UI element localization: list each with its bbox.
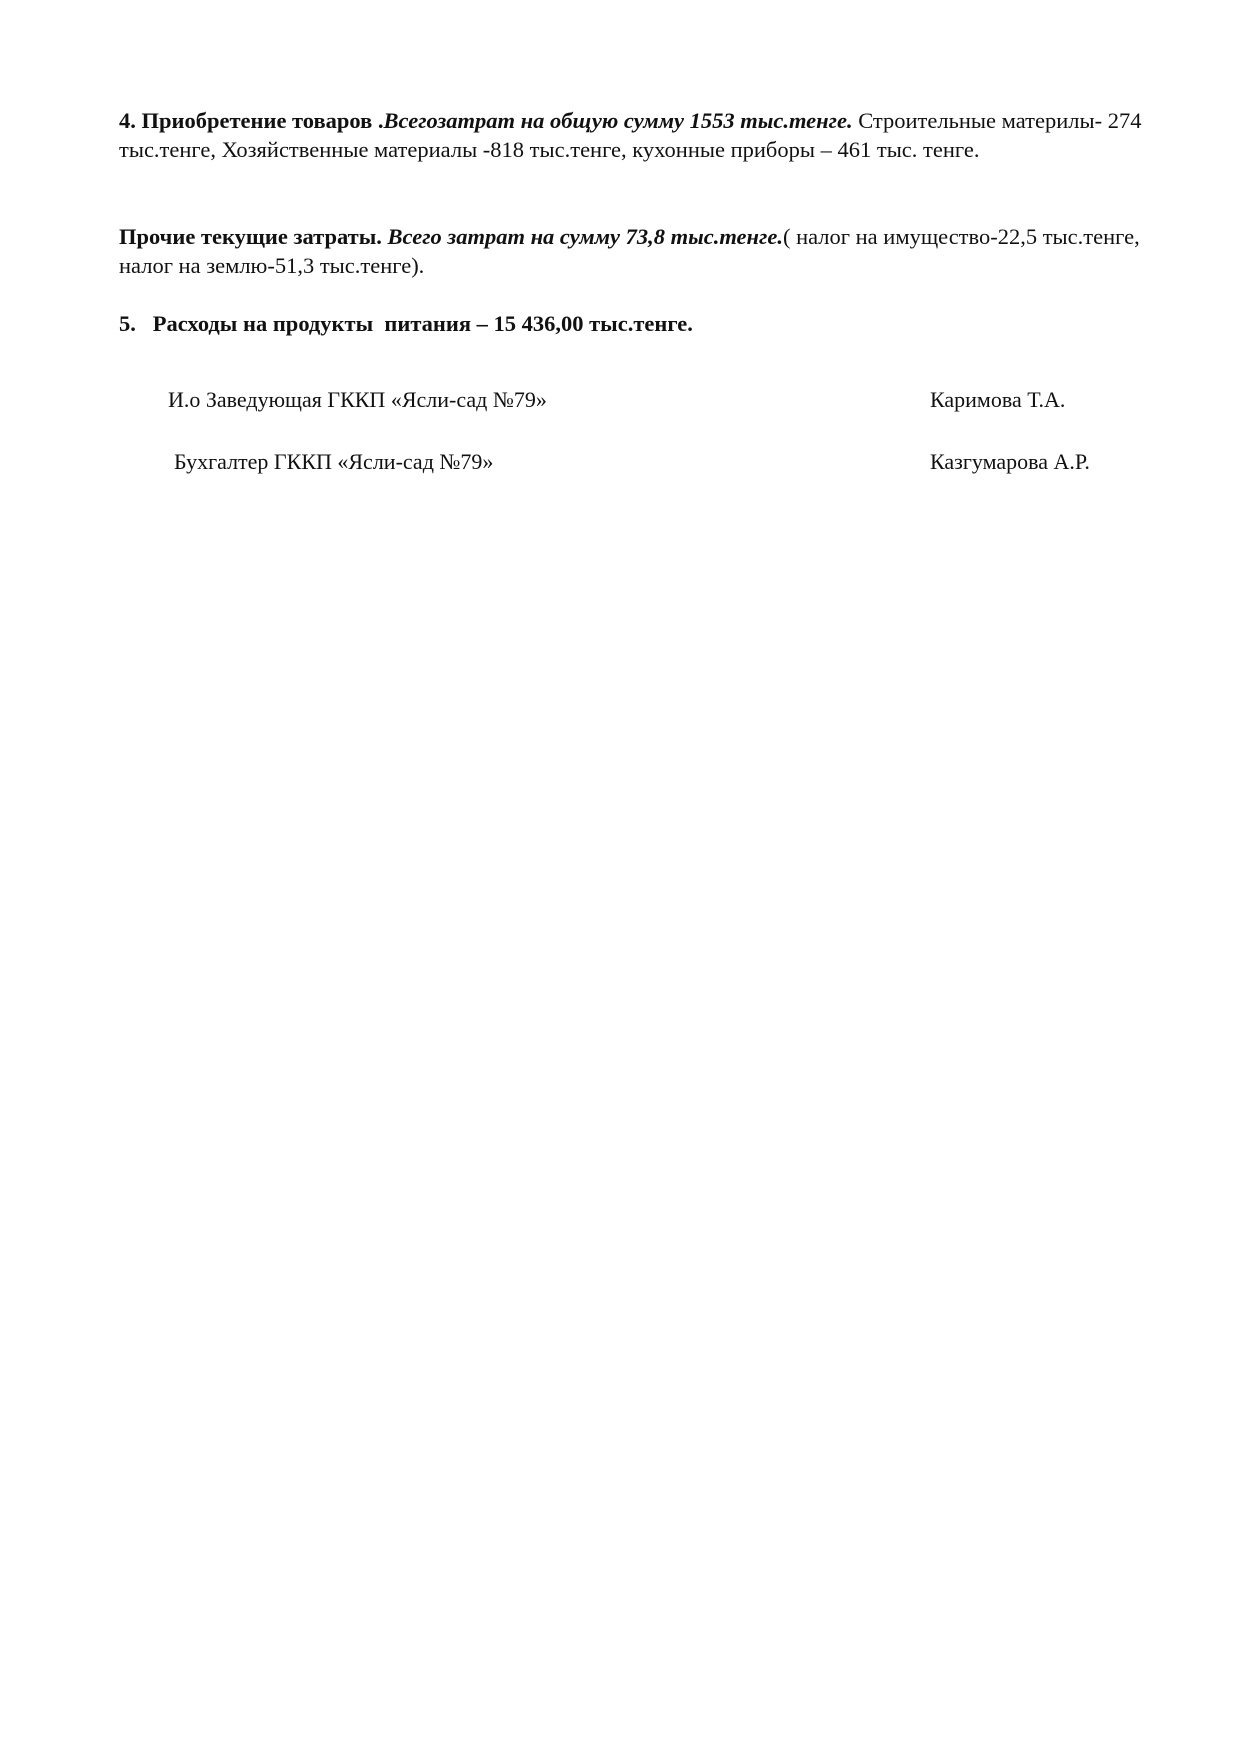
goods-heading: 4. Приобретение товаров . xyxy=(119,108,384,133)
goods-total: Всегозатрат на общую сумму 1553 тыс.тенге. xyxy=(383,108,853,133)
signature-position-accountant: Бухгалтер ГККП «Ясли-сад №79» xyxy=(174,449,494,474)
signature-position-director: И.о Заведующая ГККП «Ясли-сад №79» xyxy=(168,387,547,412)
other-costs-total: Всего затрат на сумму 73,8 тыс.тенге. xyxy=(387,224,783,249)
food-costs-heading: 5. Расходы на продукты питания – 15 436,00 тыс.тенге. xyxy=(119,311,693,336)
signature-name-director: Каримова Т.А. xyxy=(930,387,1066,412)
other-costs-paragraph xyxy=(119,222,1149,280)
goods-paragraph xyxy=(119,106,1149,164)
other-costs-heading: Прочие текущие затраты. xyxy=(119,224,388,249)
other-costs-details: ( налог на имущество-22,5 тыс.тенге, налог на землю-51,3 тыс.тенге). xyxy=(119,224,1140,278)
goods-details: Строительные материлы- 274 тыс.тенге, Хозяйственные материалы -818 тыс.тенге, кухонные приборы – 461 тыс. тенге. xyxy=(119,108,1142,162)
signature-name-accountant: Казгумарова А.Р. xyxy=(930,449,1090,474)
